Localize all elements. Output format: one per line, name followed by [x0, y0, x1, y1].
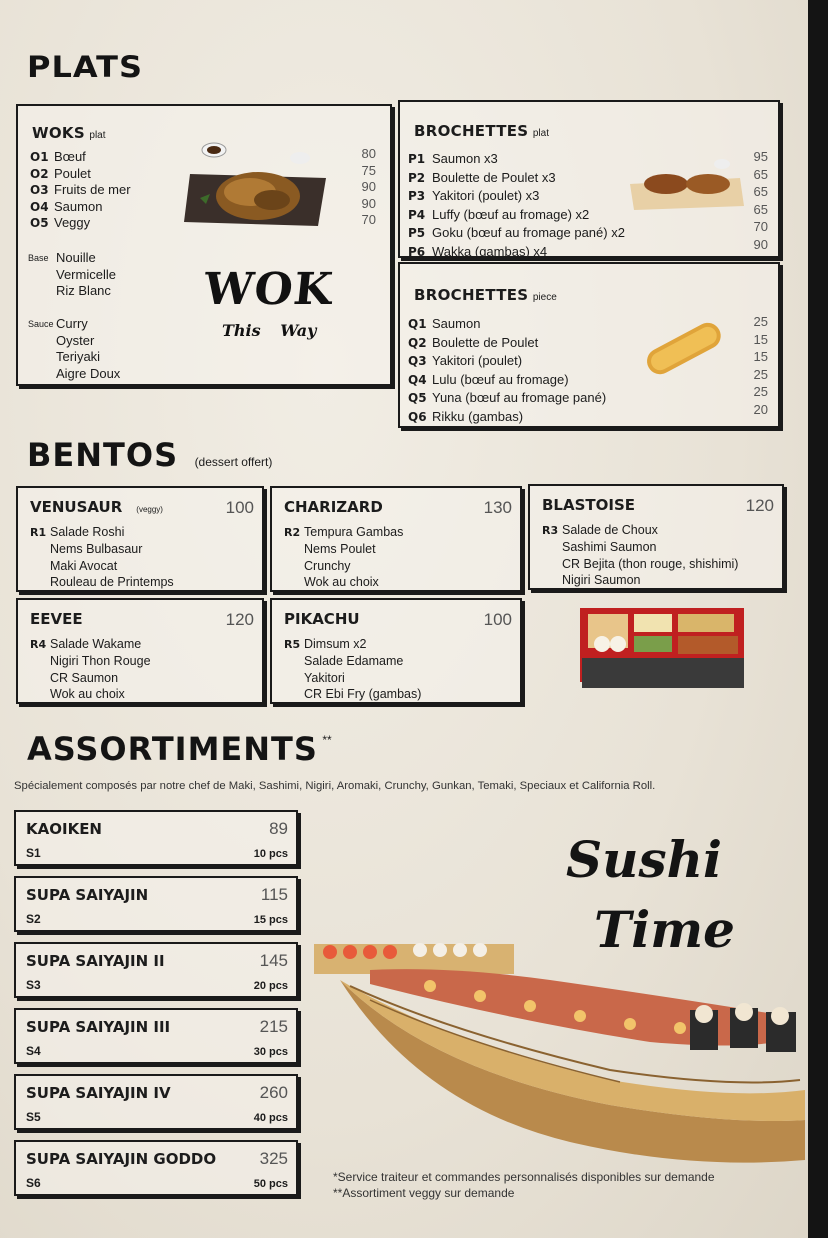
bento-name-text: EEVEE [30, 610, 83, 628]
bento-name-text: CHARIZARD [284, 498, 383, 516]
item-price: 25 [753, 366, 768, 382]
bento-name [284, 498, 383, 516]
menu-item-row [408, 169, 625, 188]
bento-name-text: VENUSAUR [30, 498, 123, 516]
item-price: 75 [361, 162, 376, 178]
menu-item-row [408, 315, 606, 334]
bento-code: R1 [30, 526, 47, 539]
bento-tag: (veggy) [136, 505, 163, 514]
assortiment-pcs: 15 pcs [253, 914, 288, 926]
wok-logo-tagline: This Way [222, 321, 317, 340]
bento-name [30, 498, 163, 516]
option-item: Aigre Doux [56, 365, 121, 381]
item-code: O3 [30, 183, 49, 198]
item-name: Yakitori (poulet) [432, 353, 523, 369]
bento-contents [30, 524, 174, 591]
assortiment-price: 215 [259, 1017, 288, 1036]
menu-item-row [30, 215, 131, 232]
bento-line-text: Salade Wakame [50, 637, 142, 651]
item-price: 95 [753, 149, 768, 164]
assortiments-description: Spécialement composés par notre chef de Maki, Sashimi, Nigiri, Aromaki, Crunchy, Gunkan, Temaki, Speciaux et California Roll. [14, 780, 656, 792]
assortiment-price: 145 [259, 951, 288, 970]
woks-item-list [30, 149, 131, 232]
item-code: O2 [30, 166, 49, 181]
menu-item-row [408, 389, 606, 408]
bento-box [16, 486, 264, 592]
assortiment-pcs: 20 pcs [253, 980, 288, 992]
brochettes-piece-list [408, 315, 606, 427]
item-name: Wakka (gambas) x4 [432, 243, 548, 259]
bento-line [542, 522, 738, 539]
bento-line [30, 653, 151, 669]
bento-line [284, 653, 421, 669]
bento-price: 100 [483, 610, 512, 629]
assortiment-box [14, 1074, 298, 1130]
assortiment-pcs: 10 pcs [253, 848, 288, 860]
assortiment-price: 89 [269, 819, 288, 838]
brochettes-piece-box [398, 262, 780, 428]
bento-price: 120 [225, 610, 254, 629]
bento-line [542, 572, 738, 588]
bento-line [30, 574, 174, 590]
assortiment-name: SUPA SAIYAJIN GODDO [26, 1150, 217, 1168]
item-price: 15 [753, 331, 768, 347]
assortiment-code: S3 [26, 978, 41, 992]
sushi-boat-image [310, 920, 808, 1170]
bento-line [284, 558, 403, 574]
footnote-service: *Service traiteur et commandes personnalisés disponibles sur demande [333, 1170, 715, 1184]
menu-item-row [408, 408, 606, 427]
item-name: Saumon [432, 316, 481, 331]
bento-line [30, 636, 151, 653]
item-code: Q3 [408, 354, 427, 369]
brochettes-plat-title-text: BROCHETTES [414, 122, 529, 140]
bento-line [30, 541, 174, 557]
bento-line-text: Yakitori [304, 670, 345, 685]
bento-line-text: CR Ebi Fry (gambas) [304, 687, 422, 702]
bento-price: 130 [483, 498, 512, 517]
bento-line-text: Nems Bulbasaur [50, 542, 143, 557]
assortiment-pcs: 30 pcs [253, 1046, 288, 1058]
item-code: P6 [408, 244, 426, 259]
bento-box-image [578, 600, 748, 692]
menu-item-row [30, 182, 131, 199]
menu-item-row [30, 149, 131, 166]
item-code: Q4 [408, 372, 427, 387]
bento-line-text: Salade Roshi [50, 525, 125, 539]
bento-name [542, 496, 635, 514]
item-price: 65 [753, 166, 768, 182]
sauce-label: Sauce [28, 319, 54, 329]
base-label: Base [28, 253, 49, 263]
assortiment-name: KAOIKEN [26, 820, 102, 838]
brochettes-piece-title-text: BROCHETTES [414, 286, 529, 304]
option-item: Curry [56, 316, 88, 331]
item-price: 90 [361, 179, 376, 195]
bento-line [30, 558, 174, 574]
sauce-list [56, 316, 120, 382]
menu-item-row [408, 150, 625, 169]
menu-item-row [408, 371, 606, 390]
item-code: P3 [408, 189, 426, 203]
assortiment-code: S5 [26, 1110, 41, 1124]
bento-line-text: Crunchy [304, 558, 351, 573]
woks-box [16, 104, 392, 386]
item-price: 80 [361, 146, 376, 161]
assortiment-box [14, 942, 298, 998]
brochettes-piece-prices [754, 313, 768, 419]
item-code: Q6 [408, 409, 427, 424]
option-item: Riz Blanc [56, 283, 111, 298]
option-item: Vermicelle [56, 266, 116, 282]
item-code: O5 [30, 216, 49, 231]
right-edge [808, 0, 828, 1238]
item-price: 65 [753, 184, 768, 199]
assortiment-name: SUPA SAIYAJIN [26, 886, 149, 904]
assortiment-code: S4 [26, 1044, 41, 1058]
bento-line [542, 556, 738, 572]
item-name: Yakitori (poulet) x3 [432, 188, 540, 203]
assortiment-pcs: 50 pcs [253, 1178, 288, 1190]
brochettes-piece-title [414, 286, 557, 305]
bento-code: R2 [284, 526, 301, 539]
item-name: Yuna (bœuf au fromage pané) [432, 390, 607, 406]
bento-line [284, 541, 403, 557]
bento-line-text: Nigiri Saumon [562, 573, 641, 588]
bento-line-text: Nems Poulet [304, 542, 376, 557]
base-list [56, 250, 116, 300]
bento-line [284, 670, 421, 686]
section-title-assortiments: ASSORTIMENTS [27, 730, 318, 768]
bento-line-text: Sashimi Saumon [562, 540, 657, 555]
item-price: 90 [361, 195, 376, 211]
bento-name-text: PIKACHU [284, 610, 360, 628]
bento-line [284, 636, 421, 653]
section-title-plats: PLATS [27, 49, 143, 85]
bento-contents [284, 636, 421, 703]
item-price: 65 [753, 201, 768, 217]
option-item: Nouille [56, 250, 96, 265]
item-code: P5 [408, 226, 426, 240]
bento-box [270, 598, 522, 704]
bento-code: R4 [30, 638, 47, 651]
woks-tag: plat [89, 130, 106, 141]
brochettes-plat-tag: plat [532, 128, 549, 139]
brochettes-piece-tag: piece [532, 292, 557, 303]
item-name: Lulu (bœuf au fromage) [432, 371, 569, 387]
item-code: O1 [30, 150, 49, 164]
item-price: 15 [753, 349, 768, 365]
bento-line-text: Tempura Gambas [304, 525, 404, 539]
bento-box [16, 598, 264, 704]
menu-item-row [408, 243, 625, 262]
bento-line-text: CR Saumon [50, 670, 119, 685]
assortiment-box [14, 876, 298, 932]
item-price: 20 [753, 401, 768, 417]
assortiment-pcs: 40 pcs [253, 1112, 288, 1124]
bento-line-text: Wok au choix [50, 687, 125, 702]
bento-code: R5 [284, 638, 301, 651]
sushi-time-line1: Sushi [566, 830, 722, 889]
assortiment-box [14, 1008, 298, 1064]
menu-item-row [30, 166, 131, 183]
brochettes-plat-box [398, 100, 780, 258]
bento-line-text: CR Bejita (thon rouge, shishimi) [562, 556, 739, 571]
item-name: Poulet [54, 165, 91, 181]
option-item: Oyster [56, 332, 95, 348]
item-price: 25 [753, 384, 768, 400]
menu-item-row [408, 187, 625, 206]
item-price: 90 [753, 236, 768, 252]
bento-line [284, 574, 403, 590]
bento-line [30, 524, 174, 541]
assortiment-price: 260 [259, 1083, 288, 1102]
bento-name [30, 610, 83, 628]
item-price: 70 [361, 212, 376, 228]
assortiment-price: 325 [259, 1149, 288, 1168]
assortiment-box [14, 1140, 298, 1196]
brochettes-plat-prices [754, 148, 768, 253]
woks-title-text: WOKS [32, 124, 85, 142]
bento-line [30, 686, 151, 702]
item-name: Rikku (gambas) [432, 408, 524, 424]
bento-line-text: Salade de Choux [562, 523, 658, 537]
bento-line-text: Salade Edamame [304, 654, 404, 669]
bento-price: 120 [745, 496, 774, 515]
brochettes-plat-title [414, 122, 549, 141]
assortiment-box [14, 810, 298, 866]
assortiments-mark: ** [322, 733, 332, 747]
assortiment-name: SUPA SAIYAJIN III [26, 1018, 171, 1036]
menu-item-row [408, 206, 625, 225]
option-item: Teriyaki [56, 349, 101, 364]
bento-line [542, 539, 738, 555]
wok-dish-image [178, 136, 338, 232]
assortiment-name: SUPA SAIYAJIN IV [26, 1084, 171, 1102]
bento-line-text: Nigiri Thon Rouge [50, 654, 151, 669]
bento-line-text: Wok au choix [304, 575, 379, 590]
bento-name [284, 610, 360, 628]
brochettes-piece-image [638, 314, 728, 384]
bento-contents [284, 524, 403, 591]
menu-item-row [408, 352, 606, 371]
item-name: Saumon x3 [432, 151, 498, 166]
item-name: Saumon [54, 198, 103, 214]
bento-contents [30, 636, 151, 703]
brochettes-plat-list [408, 150, 625, 261]
item-name: Goku (bœuf au fromage pané) x2 [432, 225, 625, 240]
item-code: Q5 [408, 391, 427, 406]
sushi-time-line2: Time [594, 900, 735, 959]
item-price: 70 [753, 219, 768, 234]
bento-line [30, 670, 151, 686]
bento-code: R3 [542, 524, 559, 537]
bento-line-text: Rouleau de Printemps [50, 575, 174, 590]
assortiment-code: S1 [26, 846, 41, 860]
item-code: P4 [408, 207, 426, 222]
item-name: Luffy (bœuf au fromage) x2 [432, 206, 590, 222]
bento-contents [542, 522, 738, 589]
menu-item-row [408, 334, 606, 353]
bento-line-text: Maki Avocat [50, 558, 118, 573]
wok-logo: WOK [201, 264, 336, 315]
assortiment-name: SUPA SAIYAJIN II [26, 952, 165, 970]
brochettes-plat-image [626, 154, 746, 210]
item-code: Q1 [408, 317, 427, 331]
bento-name-text: BLASTOISE [542, 496, 636, 514]
menu-item-row [408, 224, 625, 243]
footnote-veggy: **Assortiment veggy sur demande [333, 1186, 515, 1200]
woks-title [32, 124, 106, 143]
item-name: Bœuf [54, 149, 86, 164]
section-title-bentos: BENTOS [27, 436, 179, 474]
bento-box [270, 486, 522, 592]
item-name: Fruits de mer [54, 182, 131, 198]
item-code: Q2 [408, 335, 427, 350]
bentos-header [27, 436, 273, 474]
item-code: P2 [408, 170, 426, 185]
assortiments-header [27, 730, 332, 768]
bento-box [528, 484, 784, 590]
assortiment-price: 115 [260, 885, 288, 904]
bento-price: 100 [225, 498, 254, 517]
bento-line [284, 524, 403, 541]
item-name: Boulette de Poulet [432, 334, 539, 350]
menu-item-row [30, 199, 131, 216]
bento-line-text: Dimsum x2 [304, 637, 367, 651]
bento-line [284, 686, 421, 702]
item-code: O4 [30, 199, 49, 214]
item-price: 25 [753, 314, 768, 329]
assortiment-code: S2 [26, 912, 41, 926]
item-code: P1 [408, 152, 426, 166]
bentos-subtitle: (dessert offert) [194, 455, 273, 469]
assortiment-code: S6 [26, 1176, 41, 1190]
woks-price-list [362, 146, 376, 229]
item-name: Boulette de Poulet x3 [432, 169, 556, 185]
item-name: Veggy [54, 215, 91, 231]
